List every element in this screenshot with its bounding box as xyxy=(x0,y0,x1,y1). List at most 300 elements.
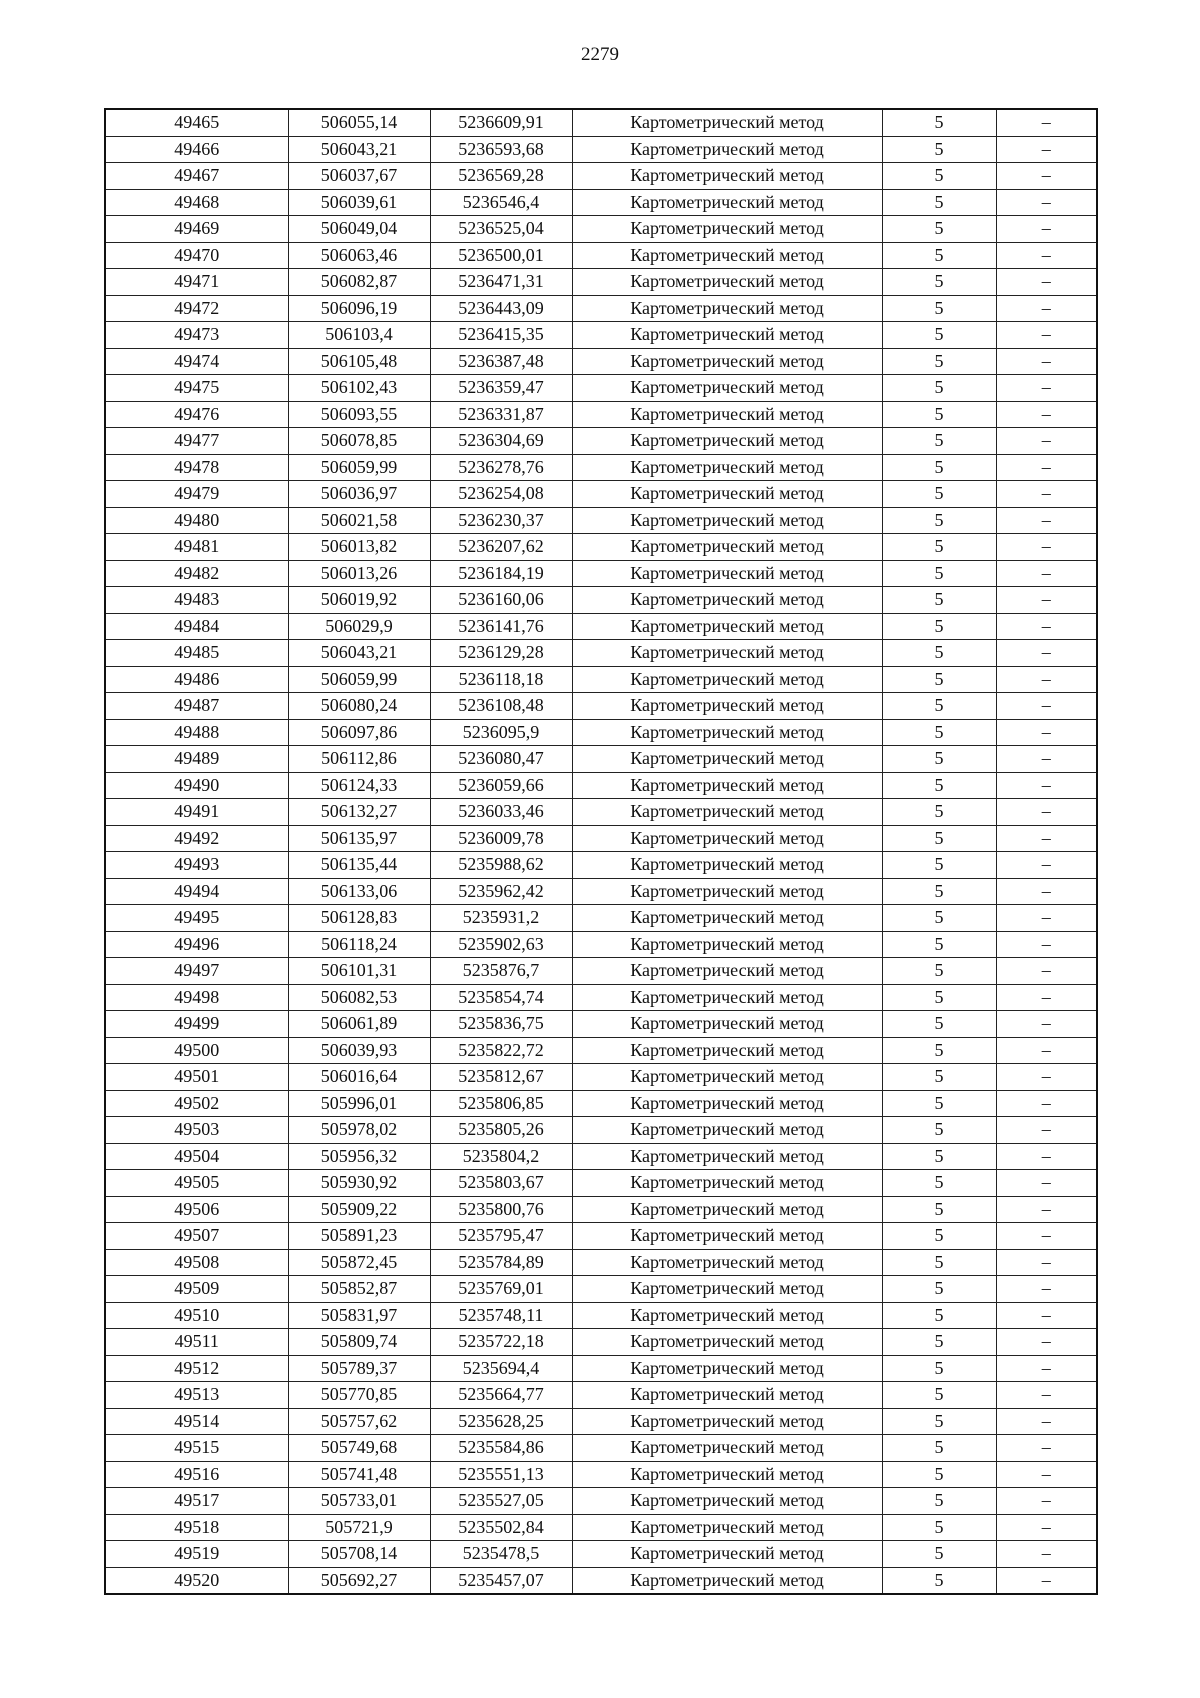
table-row xyxy=(105,799,1097,826)
x-coordinate-cell: 506080,24 xyxy=(288,693,430,720)
point-number-cell: 49489 xyxy=(105,746,288,773)
accuracy-cell: 5 xyxy=(882,825,996,852)
table-row xyxy=(105,1461,1097,1488)
description-cell: – xyxy=(996,1461,1097,1488)
accuracy-cell: 5 xyxy=(882,560,996,587)
method-cell: Картометрический метод xyxy=(572,746,882,773)
x-coordinate-cell: 506082,87 xyxy=(288,269,430,296)
point-number-cell: 49502 xyxy=(105,1090,288,1117)
method-cell: Картометрический метод xyxy=(572,1170,882,1197)
description-cell: – xyxy=(996,1567,1097,1594)
accuracy-cell: 5 xyxy=(882,1355,996,1382)
point-number-cell: 49499 xyxy=(105,1011,288,1038)
point-number-cell: 49498 xyxy=(105,984,288,1011)
x-coordinate-cell: 505852,87 xyxy=(288,1276,430,1303)
method-cell: Картометрический метод xyxy=(572,613,882,640)
point-number-cell: 49485 xyxy=(105,640,288,667)
description-cell: – xyxy=(996,1302,1097,1329)
y-coordinate-cell: 5236593,68 xyxy=(430,136,572,163)
y-coordinate-cell: 5235551,13 xyxy=(430,1461,572,1488)
table-row xyxy=(105,136,1097,163)
description-cell: – xyxy=(996,1408,1097,1435)
point-number-cell: 49475 xyxy=(105,375,288,402)
y-coordinate-cell: 5236118,18 xyxy=(430,666,572,693)
description-cell: – xyxy=(996,242,1097,269)
y-coordinate-cell: 5236095,9 xyxy=(430,719,572,746)
table-row xyxy=(105,560,1097,587)
description-cell: – xyxy=(996,666,1097,693)
x-coordinate-cell: 505909,22 xyxy=(288,1196,430,1223)
accuracy-cell: 5 xyxy=(882,375,996,402)
accuracy-cell: 5 xyxy=(882,772,996,799)
method-cell: Картометрический метод xyxy=(572,693,882,720)
method-cell: Картометрический метод xyxy=(572,163,882,190)
y-coordinate-cell: 5235628,25 xyxy=(430,1408,572,1435)
table-row xyxy=(105,109,1097,136)
method-cell: Картометрический метод xyxy=(572,905,882,932)
description-cell: – xyxy=(996,1090,1097,1117)
method-cell: Картометрический метод xyxy=(572,1064,882,1091)
point-number-cell: 49467 xyxy=(105,163,288,190)
accuracy-cell: 5 xyxy=(882,1090,996,1117)
y-coordinate-cell: 5235584,86 xyxy=(430,1435,572,1462)
x-coordinate-cell: 506097,86 xyxy=(288,719,430,746)
y-coordinate-cell: 5236108,48 xyxy=(430,693,572,720)
description-cell: – xyxy=(996,1143,1097,1170)
accuracy-cell: 5 xyxy=(882,746,996,773)
x-coordinate-cell: 506093,55 xyxy=(288,401,430,428)
method-cell: Картометрический метод xyxy=(572,1143,882,1170)
table-row xyxy=(105,242,1097,269)
y-coordinate-cell: 5235812,67 xyxy=(430,1064,572,1091)
point-number-cell: 49466 xyxy=(105,136,288,163)
description-cell: – xyxy=(996,375,1097,402)
table-row xyxy=(105,269,1097,296)
y-coordinate-cell: 5235988,62 xyxy=(430,852,572,879)
x-coordinate-cell: 506132,27 xyxy=(288,799,430,826)
method-cell: Картометрический метод xyxy=(572,109,882,136)
point-number-cell: 49468 xyxy=(105,189,288,216)
method-cell: Картометрический метод xyxy=(572,1461,882,1488)
y-coordinate-cell: 5235800,76 xyxy=(430,1196,572,1223)
table-row xyxy=(105,428,1097,455)
description-cell: – xyxy=(996,269,1097,296)
accuracy-cell: 5 xyxy=(882,1011,996,1038)
table-row xyxy=(105,507,1097,534)
x-coordinate-cell: 506055,14 xyxy=(288,109,430,136)
accuracy-cell: 5 xyxy=(882,136,996,163)
table-row xyxy=(105,1064,1097,1091)
description-cell: – xyxy=(996,163,1097,190)
accuracy-cell: 5 xyxy=(882,109,996,136)
x-coordinate-cell: 506019,92 xyxy=(288,587,430,614)
accuracy-cell: 5 xyxy=(882,878,996,905)
y-coordinate-cell: 5235805,26 xyxy=(430,1117,572,1144)
description-cell: – xyxy=(996,348,1097,375)
point-number-cell: 49478 xyxy=(105,454,288,481)
description-cell: – xyxy=(996,428,1097,455)
accuracy-cell: 5 xyxy=(882,1302,996,1329)
accuracy-cell: 5 xyxy=(882,958,996,985)
table-row xyxy=(105,1541,1097,1568)
y-coordinate-cell: 5236141,76 xyxy=(430,613,572,640)
method-cell: Картометрический метод xyxy=(572,772,882,799)
point-number-cell: 49490 xyxy=(105,772,288,799)
x-coordinate-cell: 506078,85 xyxy=(288,428,430,455)
accuracy-cell: 5 xyxy=(882,1408,996,1435)
y-coordinate-cell: 5236080,47 xyxy=(430,746,572,773)
point-number-cell: 49477 xyxy=(105,428,288,455)
table-row xyxy=(105,1170,1097,1197)
accuracy-cell: 5 xyxy=(882,1461,996,1488)
description-cell: – xyxy=(996,534,1097,561)
point-number-cell: 49469 xyxy=(105,216,288,243)
y-coordinate-cell: 5236059,66 xyxy=(430,772,572,799)
y-coordinate-cell: 5235836,75 xyxy=(430,1011,572,1038)
y-coordinate-cell: 5235803,67 xyxy=(430,1170,572,1197)
table-row xyxy=(105,613,1097,640)
method-cell: Картометрический метод xyxy=(572,216,882,243)
accuracy-cell: 5 xyxy=(882,1567,996,1594)
description-cell: – xyxy=(996,1514,1097,1541)
accuracy-cell: 5 xyxy=(882,1249,996,1276)
accuracy-cell: 5 xyxy=(882,163,996,190)
y-coordinate-cell: 5235902,63 xyxy=(430,931,572,958)
method-cell: Картометрический метод xyxy=(572,1117,882,1144)
table-row xyxy=(105,746,1097,773)
y-coordinate-cell: 5235795,47 xyxy=(430,1223,572,1250)
y-coordinate-cell: 5235806,85 xyxy=(430,1090,572,1117)
y-coordinate-cell: 5235527,05 xyxy=(430,1488,572,1515)
table-row xyxy=(105,1090,1097,1117)
point-number-cell: 49512 xyxy=(105,1355,288,1382)
method-cell: Картометрический метод xyxy=(572,1329,882,1356)
table-row xyxy=(105,693,1097,720)
x-coordinate-cell: 506043,21 xyxy=(288,136,430,163)
x-coordinate-cell: 506103,4 xyxy=(288,322,430,349)
table-row xyxy=(105,852,1097,879)
y-coordinate-cell: 5235784,89 xyxy=(430,1249,572,1276)
y-coordinate-cell: 5235769,01 xyxy=(430,1276,572,1303)
point-number-cell: 49500 xyxy=(105,1037,288,1064)
description-cell: – xyxy=(996,1276,1097,1303)
x-coordinate-cell: 505831,97 xyxy=(288,1302,430,1329)
x-coordinate-cell: 505789,37 xyxy=(288,1355,430,1382)
method-cell: Картометрический метод xyxy=(572,322,882,349)
y-coordinate-cell: 5236500,01 xyxy=(430,242,572,269)
method-cell: Картометрический метод xyxy=(572,454,882,481)
method-cell: Картометрический метод xyxy=(572,1223,882,1250)
accuracy-cell: 5 xyxy=(882,348,996,375)
method-cell: Картометрический метод xyxy=(572,1382,882,1409)
table-row xyxy=(105,1514,1097,1541)
description-cell: – xyxy=(996,1064,1097,1091)
x-coordinate-cell: 505770,85 xyxy=(288,1382,430,1409)
x-coordinate-cell: 505708,14 xyxy=(288,1541,430,1568)
method-cell: Картометрический метод xyxy=(572,1408,882,1435)
table-row xyxy=(105,1329,1097,1356)
x-coordinate-cell: 506037,67 xyxy=(288,163,430,190)
description-cell: – xyxy=(996,905,1097,932)
accuracy-cell: 5 xyxy=(882,666,996,693)
description-cell: – xyxy=(996,1541,1097,1568)
description-cell: – xyxy=(996,1249,1097,1276)
description-cell: – xyxy=(996,825,1097,852)
method-cell: Картометрический метод xyxy=(572,1276,882,1303)
point-number-cell: 49506 xyxy=(105,1196,288,1223)
accuracy-cell: 5 xyxy=(882,1223,996,1250)
accuracy-cell: 5 xyxy=(882,905,996,932)
x-coordinate-cell: 506039,93 xyxy=(288,1037,430,1064)
description-cell: – xyxy=(996,1488,1097,1515)
y-coordinate-cell: 5236278,76 xyxy=(430,454,572,481)
table-row xyxy=(105,216,1097,243)
accuracy-cell: 5 xyxy=(882,1276,996,1303)
point-number-cell: 49496 xyxy=(105,931,288,958)
table-row xyxy=(105,1488,1097,1515)
method-cell: Картометрический метод xyxy=(572,507,882,534)
y-coordinate-cell: 5235457,07 xyxy=(430,1567,572,1594)
x-coordinate-cell: 505757,62 xyxy=(288,1408,430,1435)
accuracy-cell: 5 xyxy=(882,931,996,958)
table-row xyxy=(105,295,1097,322)
method-cell: Картометрический метод xyxy=(572,931,882,958)
y-coordinate-cell: 5236359,47 xyxy=(430,375,572,402)
method-cell: Картометрический метод xyxy=(572,560,882,587)
accuracy-cell: 5 xyxy=(882,1514,996,1541)
y-coordinate-cell: 5236033,46 xyxy=(430,799,572,826)
description-cell: – xyxy=(996,454,1097,481)
description-cell: – xyxy=(996,958,1097,985)
point-number-cell: 49473 xyxy=(105,322,288,349)
y-coordinate-cell: 5236443,09 xyxy=(430,295,572,322)
point-number-cell: 49516 xyxy=(105,1461,288,1488)
x-coordinate-cell: 506029,9 xyxy=(288,613,430,640)
table-row xyxy=(105,719,1097,746)
point-number-cell: 49470 xyxy=(105,242,288,269)
method-cell: Картометрический метод xyxy=(572,1567,882,1594)
point-number-cell: 49472 xyxy=(105,295,288,322)
point-number-cell: 49517 xyxy=(105,1488,288,1515)
description-cell: – xyxy=(996,322,1097,349)
x-coordinate-cell: 506021,58 xyxy=(288,507,430,534)
x-coordinate-cell: 506059,99 xyxy=(288,666,430,693)
x-coordinate-cell: 506124,33 xyxy=(288,772,430,799)
table-row xyxy=(105,481,1097,508)
accuracy-cell: 5 xyxy=(882,1143,996,1170)
point-number-cell: 49508 xyxy=(105,1249,288,1276)
accuracy-cell: 5 xyxy=(882,1170,996,1197)
y-coordinate-cell: 5235931,2 xyxy=(430,905,572,932)
x-coordinate-cell: 506112,86 xyxy=(288,746,430,773)
accuracy-cell: 5 xyxy=(882,693,996,720)
x-coordinate-cell: 506105,48 xyxy=(288,348,430,375)
coordinates-table-body xyxy=(105,109,1097,1594)
table-row xyxy=(105,1249,1097,1276)
y-coordinate-cell: 5235722,18 xyxy=(430,1329,572,1356)
x-coordinate-cell: 505741,48 xyxy=(288,1461,430,1488)
x-coordinate-cell: 505978,02 xyxy=(288,1117,430,1144)
y-coordinate-cell: 5235664,77 xyxy=(430,1382,572,1409)
x-coordinate-cell: 506101,31 xyxy=(288,958,430,985)
point-number-cell: 49494 xyxy=(105,878,288,905)
table-row xyxy=(105,984,1097,1011)
description-cell: – xyxy=(996,799,1097,826)
point-number-cell: 49493 xyxy=(105,852,288,879)
method-cell: Картометрический метод xyxy=(572,1488,882,1515)
point-number-cell: 49514 xyxy=(105,1408,288,1435)
x-coordinate-cell: 505930,92 xyxy=(288,1170,430,1197)
description-cell: – xyxy=(996,481,1097,508)
point-number-cell: 49510 xyxy=(105,1302,288,1329)
accuracy-cell: 5 xyxy=(882,242,996,269)
point-number-cell: 49515 xyxy=(105,1435,288,1462)
method-cell: Картометрический метод xyxy=(572,136,882,163)
accuracy-cell: 5 xyxy=(882,1196,996,1223)
table-row xyxy=(105,163,1097,190)
y-coordinate-cell: 5235478,5 xyxy=(430,1541,572,1568)
y-coordinate-cell: 5235804,2 xyxy=(430,1143,572,1170)
accuracy-cell: 5 xyxy=(882,1329,996,1356)
y-coordinate-cell: 5236009,78 xyxy=(430,825,572,852)
table-row xyxy=(105,375,1097,402)
x-coordinate-cell: 506118,24 xyxy=(288,931,430,958)
method-cell: Картометрический метод xyxy=(572,1355,882,1382)
method-cell: Картометрический метод xyxy=(572,587,882,614)
y-coordinate-cell: 5236129,28 xyxy=(430,640,572,667)
point-number-cell: 49471 xyxy=(105,269,288,296)
y-coordinate-cell: 5236387,48 xyxy=(430,348,572,375)
x-coordinate-cell: 506039,61 xyxy=(288,189,430,216)
accuracy-cell: 5 xyxy=(882,587,996,614)
table-row xyxy=(105,322,1097,349)
x-coordinate-cell: 506102,43 xyxy=(288,375,430,402)
accuracy-cell: 5 xyxy=(882,799,996,826)
accuracy-cell: 5 xyxy=(882,322,996,349)
x-coordinate-cell: 505996,01 xyxy=(288,1090,430,1117)
x-coordinate-cell: 506128,83 xyxy=(288,905,430,932)
description-cell: – xyxy=(996,1329,1097,1356)
coordinates-table xyxy=(104,108,1098,1595)
y-coordinate-cell: 5236207,62 xyxy=(430,534,572,561)
x-coordinate-cell: 505721,9 xyxy=(288,1514,430,1541)
method-cell: Картометрический метод xyxy=(572,534,882,561)
method-cell: Картометрический метод xyxy=(572,640,882,667)
x-coordinate-cell: 505733,01 xyxy=(288,1488,430,1515)
point-number-cell: 49519 xyxy=(105,1541,288,1568)
table-row xyxy=(105,1382,1097,1409)
accuracy-cell: 5 xyxy=(882,295,996,322)
point-number-cell: 49511 xyxy=(105,1329,288,1356)
y-coordinate-cell: 5236184,19 xyxy=(430,560,572,587)
description-cell: – xyxy=(996,613,1097,640)
accuracy-cell: 5 xyxy=(882,852,996,879)
accuracy-cell: 5 xyxy=(882,269,996,296)
method-cell: Картометрический метод xyxy=(572,1541,882,1568)
x-coordinate-cell: 506013,82 xyxy=(288,534,430,561)
description-cell: – xyxy=(996,1435,1097,1462)
table-row xyxy=(105,1355,1097,1382)
accuracy-cell: 5 xyxy=(882,1037,996,1064)
y-coordinate-cell: 5236546,4 xyxy=(430,189,572,216)
point-number-cell: 49480 xyxy=(105,507,288,534)
page-number: 2279 xyxy=(581,44,619,65)
accuracy-cell: 5 xyxy=(882,534,996,561)
accuracy-cell: 5 xyxy=(882,216,996,243)
table-row xyxy=(105,1117,1097,1144)
x-coordinate-cell: 506016,64 xyxy=(288,1064,430,1091)
point-number-cell: 49492 xyxy=(105,825,288,852)
x-coordinate-cell: 506059,99 xyxy=(288,454,430,481)
description-cell: – xyxy=(996,1355,1097,1382)
table-row xyxy=(105,931,1097,958)
description-cell: – xyxy=(996,507,1097,534)
accuracy-cell: 5 xyxy=(882,1541,996,1568)
accuracy-cell: 5 xyxy=(882,454,996,481)
accuracy-cell: 5 xyxy=(882,1064,996,1091)
table-row xyxy=(105,587,1097,614)
table-row xyxy=(105,1143,1097,1170)
point-number-cell: 49503 xyxy=(105,1117,288,1144)
description-cell: – xyxy=(996,560,1097,587)
point-number-cell: 49513 xyxy=(105,1382,288,1409)
description-cell: – xyxy=(996,772,1097,799)
accuracy-cell: 5 xyxy=(882,428,996,455)
accuracy-cell: 5 xyxy=(882,1488,996,1515)
method-cell: Картометрический метод xyxy=(572,295,882,322)
x-coordinate-cell: 506135,97 xyxy=(288,825,430,852)
y-coordinate-cell: 5236609,91 xyxy=(430,109,572,136)
point-number-cell: 49476 xyxy=(105,401,288,428)
x-coordinate-cell: 506036,97 xyxy=(288,481,430,508)
method-cell: Картометрический метод xyxy=(572,878,882,905)
x-coordinate-cell: 506013,26 xyxy=(288,560,430,587)
method-cell: Картометрический метод xyxy=(572,269,882,296)
y-coordinate-cell: 5236415,35 xyxy=(430,322,572,349)
point-number-cell: 49486 xyxy=(105,666,288,693)
point-number-cell: 49491 xyxy=(105,799,288,826)
table-row xyxy=(105,189,1097,216)
table-row xyxy=(105,348,1097,375)
point-number-cell: 49495 xyxy=(105,905,288,932)
accuracy-cell: 5 xyxy=(882,481,996,508)
description-cell: – xyxy=(996,136,1097,163)
method-cell: Картометрический метод xyxy=(572,984,882,1011)
table-row xyxy=(105,666,1097,693)
table-row xyxy=(105,772,1097,799)
point-number-cell: 49504 xyxy=(105,1143,288,1170)
y-coordinate-cell: 5236230,37 xyxy=(430,507,572,534)
description-cell: – xyxy=(996,931,1097,958)
y-coordinate-cell: 5236304,69 xyxy=(430,428,572,455)
method-cell: Картометрический метод xyxy=(572,481,882,508)
description-cell: – xyxy=(996,719,1097,746)
x-coordinate-cell: 506135,44 xyxy=(288,852,430,879)
accuracy-cell: 5 xyxy=(882,719,996,746)
x-coordinate-cell: 506061,89 xyxy=(288,1011,430,1038)
table-row xyxy=(105,1037,1097,1064)
method-cell: Картометрический метод xyxy=(572,958,882,985)
accuracy-cell: 5 xyxy=(882,1117,996,1144)
point-number-cell: 49509 xyxy=(105,1276,288,1303)
description-cell: – xyxy=(996,295,1097,322)
x-coordinate-cell: 505749,68 xyxy=(288,1435,430,1462)
point-number-cell: 49507 xyxy=(105,1223,288,1250)
accuracy-cell: 5 xyxy=(882,613,996,640)
description-cell: – xyxy=(996,1170,1097,1197)
method-cell: Картометрический метод xyxy=(572,189,882,216)
point-number-cell: 49482 xyxy=(105,560,288,587)
